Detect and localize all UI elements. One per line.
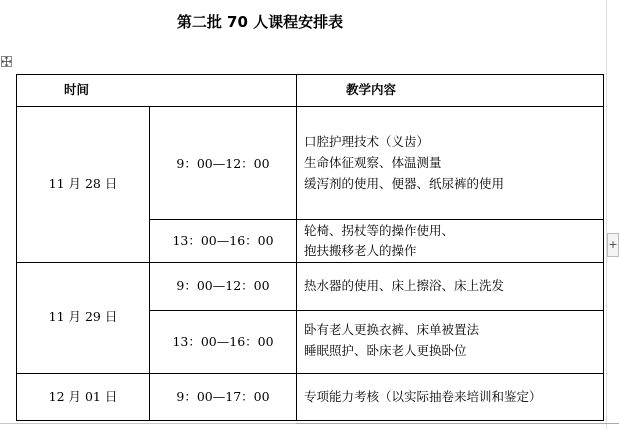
header-content: 教学内容 <box>346 82 397 97</box>
content-line: 专项能力考核（以实际抽卷来培训和鉴定） <box>304 389 542 404</box>
add-column-button[interactable]: + <box>607 233 619 257</box>
row-divider <box>149 310 604 311</box>
time-cell: 13：00—16：00 <box>172 334 274 349</box>
row-divider <box>16 373 604 374</box>
date-cell: 11 月 29 日 <box>48 309 118 324</box>
content-line: 热水器的使用、床上擦浴、床上洗发 <box>304 278 505 293</box>
page-margin-line <box>606 0 607 429</box>
time-cell: 9：00—17：00 <box>176 389 270 404</box>
content-line: 缓泻剂的使用、便器、纸尿裤的使用 <box>304 176 505 191</box>
table-move-handle-icon[interactable] <box>1 56 12 67</box>
column-divider <box>296 74 297 421</box>
table-border-right <box>603 74 604 421</box>
date-cell: 12 月 01 日 <box>48 389 118 404</box>
time-cell: 9：00—12：00 <box>176 278 270 293</box>
content-line: 轮椅、拐杖等的操作使用、 <box>304 223 455 238</box>
page-edge-divider-right <box>296 423 619 424</box>
page-edge-divider-left <box>0 423 296 424</box>
content-line: 口腔护理技术（义齿） <box>304 134 430 149</box>
content-line: 睡眠照护、卧床老人更换卧位 <box>304 343 467 358</box>
row-divider <box>16 262 604 263</box>
row-divider <box>149 219 604 220</box>
header-time: 时间 <box>64 82 90 97</box>
document-title: 第二批 70 人课程安排表 <box>176 13 344 31</box>
content-line: 抱扶搬移老人的操作 <box>304 243 417 258</box>
time-cell: 13：00—16：00 <box>172 233 274 248</box>
table-border-left <box>16 74 17 421</box>
content-line: 卧有老人更换衣裤、床单被置法 <box>304 322 480 337</box>
header-bottom-border <box>16 106 604 107</box>
table-border-bottom <box>16 420 604 421</box>
time-cell: 9：00—12：00 <box>176 156 270 171</box>
table-border-top <box>16 74 604 75</box>
content-line: 生命体征观察、体温测量 <box>304 155 442 170</box>
date-cell: 11 月 28 日 <box>48 176 118 191</box>
